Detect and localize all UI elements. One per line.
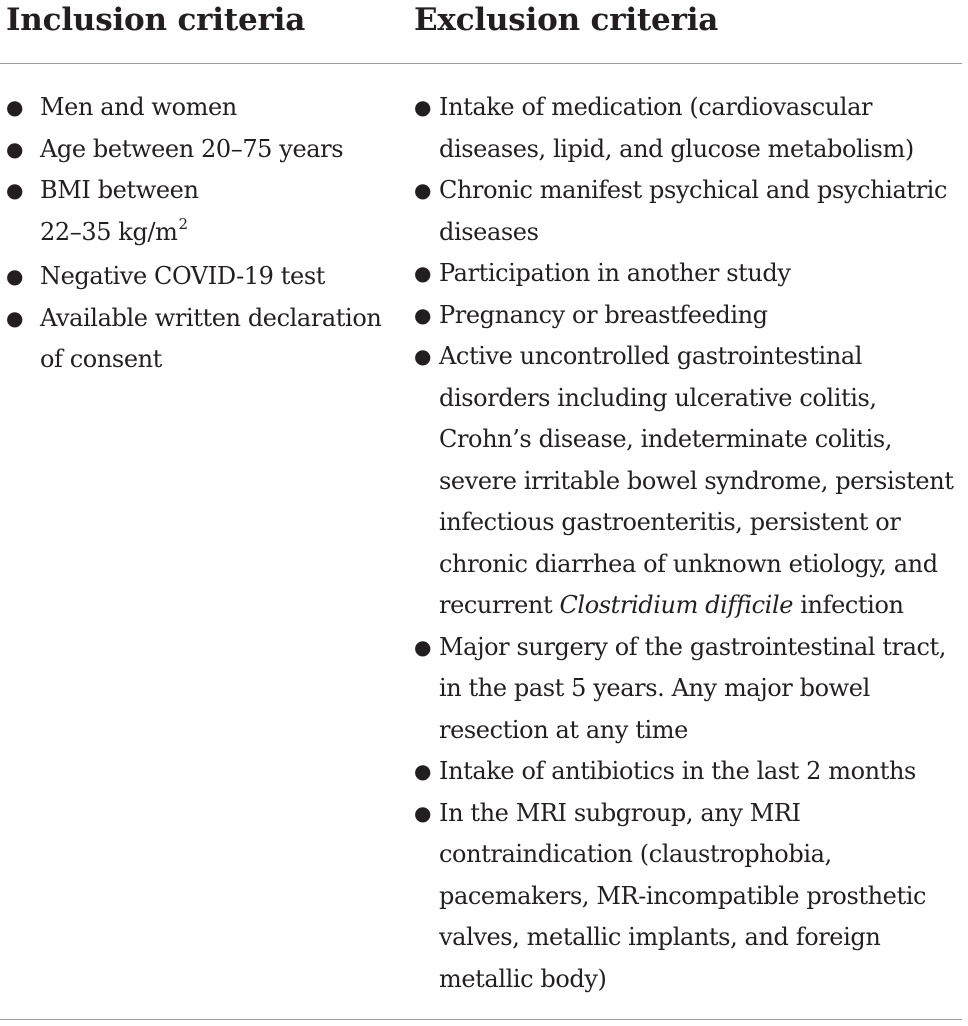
list-item — [414, 793, 966, 1001]
bullet-icon: ● — [414, 344, 432, 368]
inclusion-item-text: Men and women — [40, 93, 237, 121]
exclusion-list — [414, 87, 966, 1000]
inclusion-item-text: Age between 20–75 years — [40, 134, 344, 163]
list-item — [6, 256, 386, 298]
bullet-icon: ● — [6, 264, 24, 288]
bullet-icon: ● — [6, 95, 24, 119]
exclusion-item-text-end: infection — [793, 591, 904, 619]
exclusion-header: Exclusion criteria — [414, 2, 719, 38]
list-item — [414, 295, 966, 337]
bullet-icon: ● — [414, 95, 432, 119]
exclusion-item-text: Active uncontrolled gastrointestinal disorders including ulcerative colitis, Crohn’s disease, indeterminate colitis, severe irritable bowel syndrome, persistent infectious gastroenteritis, persistent or chronic diarrhea of unknown etiology, and recurrent — [439, 342, 954, 619]
bullet-icon: ● — [6, 178, 24, 202]
bullet-icon: ● — [6, 305, 24, 330]
bullet-icon: ● — [414, 634, 432, 659]
inclusion-item-text: BMI between — [40, 176, 199, 204]
list-item — [6, 298, 386, 381]
footer-rule — [0, 1019, 962, 1020]
inclusion-item-text: Negative COVID-19 test — [40, 262, 325, 290]
bullet-icon: ● — [414, 800, 432, 825]
exclusion-item-text: Participation in another study — [439, 259, 791, 287]
exclusion-item-text: Intake of antibiotics in the last 2 months — [439, 757, 916, 785]
list-item — [6, 129, 386, 171]
exclusion-item-text: In the MRI subgroup, any MRI contraindication (claustrophobia, pacemakers, MR-incompatible prosthetic valves, metallic implants, and foreign metallic body) — [439, 798, 927, 993]
bullet-icon: ● — [414, 302, 432, 327]
bullet-icon: ● — [414, 261, 432, 285]
list-item — [414, 336, 966, 627]
inclusion-item-text: Available written declaration of consent — [40, 303, 382, 373]
list-item — [6, 87, 386, 129]
list-item — [6, 170, 386, 256]
inclusion-header: Inclusion criteria — [6, 2, 306, 38]
list-item — [414, 87, 966, 170]
bmi-range-text: 22–35 kg/m — [40, 217, 178, 246]
list-item — [414, 170, 966, 253]
superscript: 2 — [178, 214, 188, 233]
exclusion-item-text: Chronic manifest psychical and psychiatric diseases — [439, 176, 948, 246]
exclusion-item-text: Pregnancy or breastfeeding — [439, 300, 768, 329]
bullet-icon: ● — [414, 178, 432, 202]
exclusion-item-text: Intake of medication (cardiovascular diseases, lipid, and glucose metabolism) — [439, 93, 914, 163]
list-item — [414, 627, 966, 752]
exclusion-item-text: Major surgery of the gastrointestinal tract, in the past 5 years. Any major bowel resection at any time — [439, 632, 947, 744]
bullet-icon: ● — [6, 136, 24, 161]
bullet-icon: ● — [414, 759, 432, 783]
list-item — [414, 751, 966, 793]
header-rule — [0, 63, 962, 64]
italic-organism-name: Clostridium difficile — [559, 591, 794, 619]
inclusion-list — [6, 87, 386, 381]
list-item — [414, 253, 966, 295]
